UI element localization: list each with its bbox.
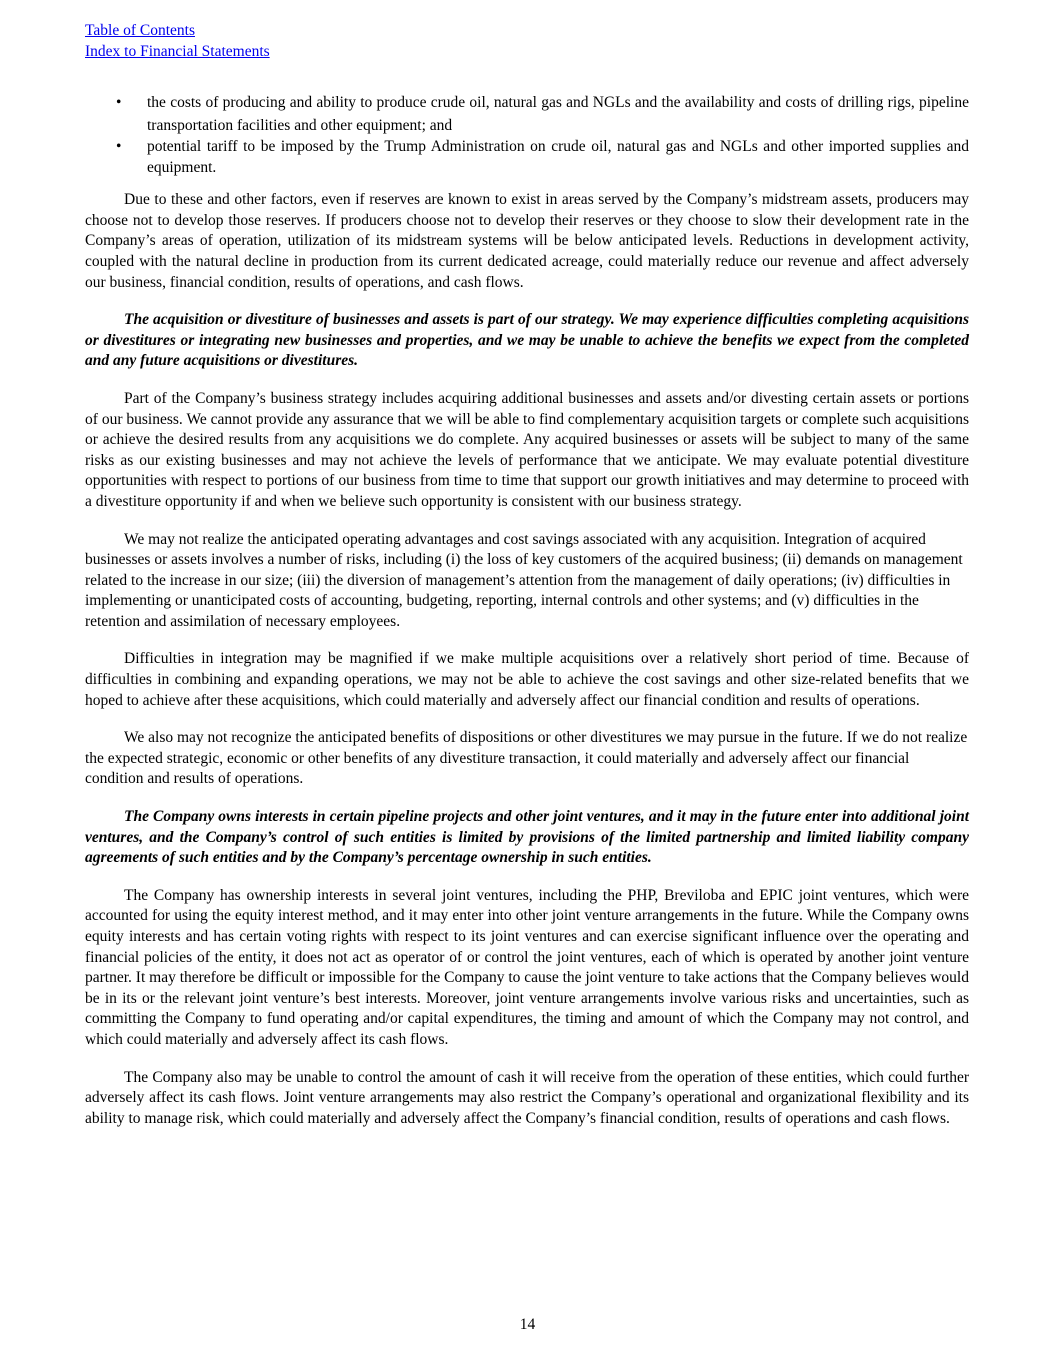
list-item: [85, 91, 969, 137]
list-item: [85, 137, 969, 178]
risk-heading-acquisitions: The acquisition or divestiture of businesses and assets is part of our strategy. We may experience difficulties completing acquisitions or divestitures or integrating new businesses and properties, and we may be unable to achieve the benefits we expect from the completed and any future acquisitions or divestitures.: [85, 311, 969, 370]
paragraph-integration-risks: We may not realize the anticipated operating advantages and cost savings associated with any acquisition. Integration of acquired businesses or assets involves a number of risks, including (i) the loss of key customers of the acquired business; (ii) demands on management related to the increase in our size; (iii) the diversion of management’s attention from the management of daily operations; (iv) difficulties in implementing or unanticipated costs of accounting, budgeting, reporting, internal controls and other systems; and (v) difficulties in the retention and assimilation of necessary employees.: [85, 530, 963, 630]
page-content: [85, 91, 969, 1146]
risk-heading-joint-ventures: The Company owns interests in certain pipeline projects and other joint ventures, and it may in the future enter into additional joint ventures, and the Company’s control of such entities is limited by provisions of the limited partnership and limited liability company agreements of such entities and by the Company’s percentage ownership in such entities.: [85, 808, 969, 867]
paragraph-reserves-development: Due to these and other factors, even if reserves are known to exist in areas served by the Company’s midstream assets, producers may choose not to develop those reserves. If producers choose not to develop their reserves or they choose to slow their development rate in the Company’s areas of operation, utilization of its midstream systems will be below anticipated levels. Reductions in development activity, coupled with the natural decline in production from its current dedicated acreage, could materially reduce our revenue and affect adversely our business, financial condition, results of operations, and cash flows.: [85, 191, 969, 291]
index-to-financial-statements-link[interactable]: Index to Financial Statements: [85, 43, 270, 60]
bullet-text: the costs of producing and ability to produce crude oil, natural gas and NGLs and the availability and costs of drilling rigs, pipeline transportation facilities and other equipment; and: [147, 94, 969, 134]
top-navigation: [85, 20, 270, 62]
paragraph-joint-venture-cash: The Company also may be unable to control the amount of cash it will receive from the operation of these entities, which could further adversely affect its cash flows. Joint venture arrangements may also restrict the Company’s operational and organizational flexibility and its ability to manage risk, which could materially and adversely affect the Company’s financial condition, results of operations and cash flows.: [85, 1068, 969, 1127]
bullet-list: [85, 91, 969, 178]
table-of-contents-link[interactable]: Table of Contents: [85, 22, 195, 39]
bullet-marker: •: [116, 94, 122, 111]
paragraph-divestiture-benefits: We also may not recognize the anticipated benefits of dispositions or other divestitures we may pursue in the future. If we do not realize the expected strategic, economic or other benefits of any divestiture transaction, it could materially and adversely affect our financial condition and results of operations.: [85, 729, 968, 788]
paragraph-business-strategy: Part of the Company’s business strategy includes acquiring additional businesses and assets and/or divesting certain assets or portions of our business. We cannot provide any assurance that we will be able to find complementary acquisition targets or complete such acquisitions or achieve the desired results from any acquisitions we do complete. Any acquired businesses or assets will be subject to many of the same risks as our existing businesses and may not achieve the levels of performance that we anticipate. We may evaluate potential divestiture opportunities with respect to portions of our business from time to time that support our growth initiatives and may determine to proceed with a divestiture opportunity if and when we believe such opportunity is consistent with our business strategy.: [85, 389, 969, 510]
bullet-text: potential tariff to be imposed by the Trump Administration on crude oil, natural gas and NGLs and other imported supplies and equipment.: [147, 138, 969, 176]
paragraph-integration-difficulties: Difficulties in integration may be magnified if we make multiple acquisitions over a relatively short period of time. Because of difficulties in combining and expanding operations, we may not be able to achieve the cost savings and other size-related benefits that we hoped to achieve after these acquisitions, which could materially and adversely affect our financial condition and results of operations.: [85, 650, 969, 709]
paragraph-joint-venture-interests: The Company has ownership interests in several joint ventures, including the PHP, Breviloba and EPIC joint ventures, which were accounted for using the equity interest method, and it may enter into other joint venture arrangements in the future. While the Company owns equity interests and has certain voting rights with respect to its joint ventures and can exercise significant influence over the operating and financial policies of the entity, it does not act as operator of or control the joint ventures, each of which is operated by another joint venture partner. It may therefore be difficult or impossible for the Company to cause the joint venture to take actions that the Company believes would be in its or the relevant joint venture’s best interests. Moreover, joint venture arrangements involve various risks and uncertainties, such as committing the Company to fund operating and/or capital expenditures, the timing and amount of which the Company may not control, and which could materially and adversely affect its cash flows.: [85, 886, 969, 1048]
bullet-marker: •: [116, 138, 122, 155]
page-number: 14: [519, 1316, 536, 1333]
